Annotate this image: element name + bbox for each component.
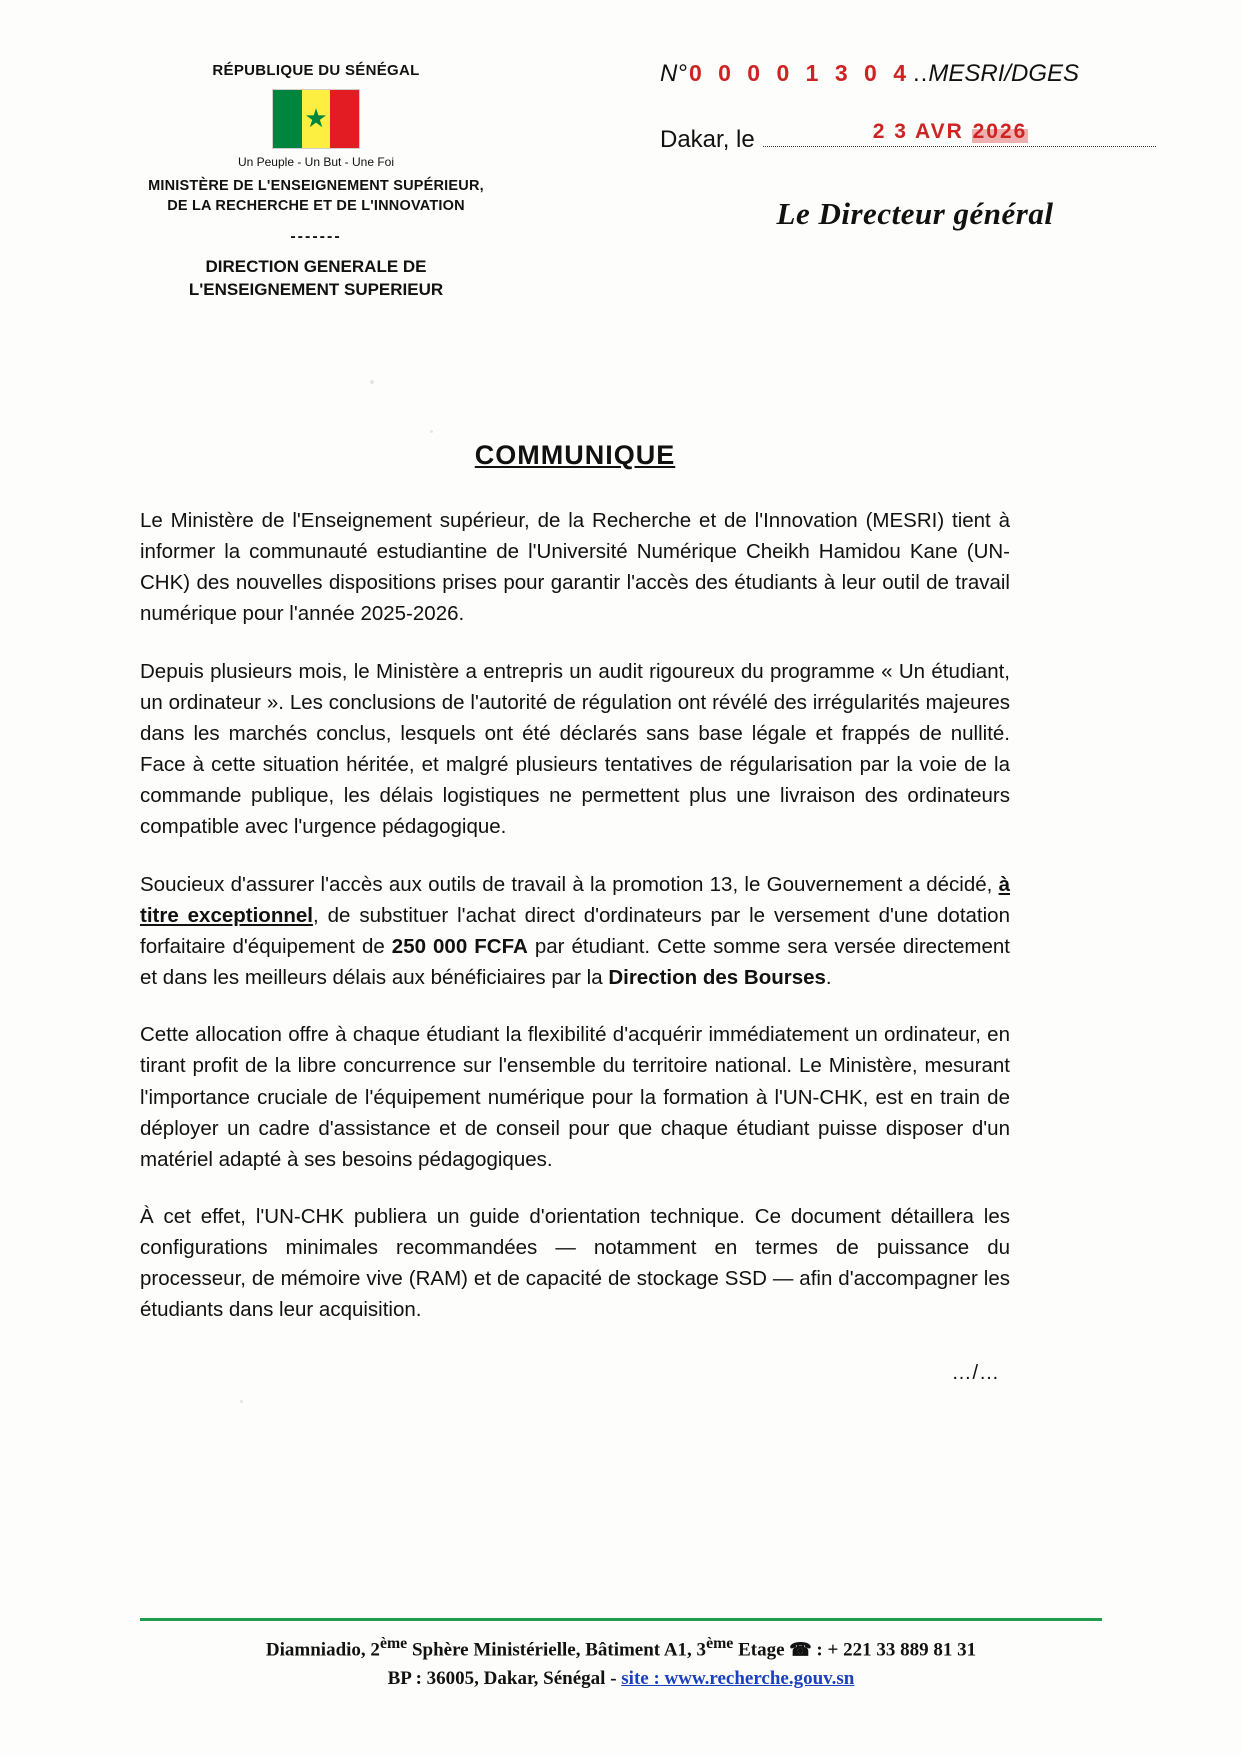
paragraph-3 <box>140 869 1010 994</box>
footer-divider <box>140 1618 1102 1621</box>
paragraph-3-entity: Direction des Bourses <box>608 966 826 990</box>
flag-band-green <box>273 90 302 148</box>
paragraph-3-emphasis: à titre exceptionnel <box>140 872 1010 927</box>
scan-speck <box>430 430 433 433</box>
footer-phone-number: : + 221 33 889 81 31 <box>811 1639 977 1661</box>
footer-address-part3: Etage <box>733 1639 790 1661</box>
footer-address-line <box>140 1632 1102 1665</box>
date-stamp-year: 2026 <box>972 120 1028 143</box>
signer-title: Le Directeur général <box>776 196 1054 231</box>
footer-address-part2: Sphère Ministérielle, Bâtiment A1, 3 <box>407 1639 707 1661</box>
footer-sup-2: ème <box>706 1635 734 1652</box>
ministry-name-line1: MINISTÈRE DE L'ENSEIGNEMENT SUPÉRIEUR, <box>148 178 484 194</box>
paragraph-3-part3: par étudiant. Cette somme sera versée directement et dans les meilleurs délais aux bénéficiaires par la <box>140 934 1010 990</box>
page-title: COMMUNIQUE <box>474 440 676 470</box>
letterhead-left <box>96 62 536 302</box>
paragraph-2: Depuis plusieurs mois, le Ministère a entrepris un audit rigoureux du programme « Un étudiant, un ordinateur ». Les conclusions de l'autorité de régulation ont révélé des irrégularités majeures dans les marchés conclus, lesquels ont été déclarés sans base légale et frappés de nullité. Face à cette situation héritée, et malgré plusieurs tentatives de régularisation par la voie de la commande publique, les délais logistiques ne permettent plus une livraison des ordinateurs compatible avec l'urgence pédagogique. <box>140 659 1010 839</box>
reference-line <box>660 60 1160 88</box>
footer <box>140 1632 1102 1693</box>
dateline-label: Dakar, le <box>660 126 755 153</box>
phone-icon: ☎ <box>789 1639 812 1660</box>
paragraph-3-part1: Soucieux d'assurer l'accès aux outils de travail à la promotion 13, le Gouvernement a décidé, <box>140 872 999 896</box>
reference-number: 0 0 0 0 1 3 0 4 <box>688 60 912 86</box>
flag-band-red <box>330 90 359 148</box>
date-stamp-month: AVR <box>914 120 964 143</box>
paragraph-3-part4: . <box>825 966 832 990</box>
header-separator: ------- <box>290 228 342 246</box>
direction-name-line1: DIRECTION GENERALE DE <box>205 257 427 277</box>
dateline-rule <box>763 120 1156 147</box>
reference-dots: .. <box>913 60 929 87</box>
date-stamp <box>873 120 1029 144</box>
continuation-marker: …/… <box>951 1361 1000 1384</box>
footer-website-link[interactable]: site : www.recherche.gouv.sn <box>621 1667 855 1689</box>
paragraph-3-part2: , de substituer l'achat direct d'ordinateurs par le versement d'une dotation forfaitaire d'équipement de <box>140 903 1010 958</box>
paragraph-4: Cette allocation offre à chaque étudiant la flexibilité d'acquérir immédiatement un ordinateur, en tirant profit de la libre concurrence sur l'ensemble du territoire national. Le Ministère, mesurant l'importance cruciale de l'équipement numérique pour la formation à l'UN-CHK, est en train de déployer un cadre d'assistance et de conseil pour que chaque étudiant puisse disposer d'un matériel adapté à ses besoins pédagogiques. <box>140 1023 1010 1171</box>
direction-name-line2: L'ENSEIGNEMENT SUPERIEUR <box>188 280 444 300</box>
paragraph-3-amount: 250 000 FCFA <box>391 934 528 958</box>
letterhead-right <box>660 60 1160 232</box>
reference-suffix: MESRI/DGES <box>928 60 1080 87</box>
ministry-name-line2: DE LA RECHERCHE ET DE L'INNOVATION <box>167 197 465 214</box>
paragraph-1: Le Ministère de l'Enseignement supérieur, de la Recherche et de l'Innovation (MESRI) tient à informer la communauté estudiantine de l'Université Numérique Cheikh Hamidou Kane (UN-CHK) des nouvelles dispositions prises pour garantir l'accès des étudiants à leur outil de travail numérique pour l'année 2025-2026. <box>140 509 1010 626</box>
scan-speck <box>370 380 374 384</box>
flag-star-icon: ★ <box>304 103 328 133</box>
paragraph-5: À cet effet, l'UN-CHK publiera un guide d'orientation technique. Ce document détaillera les configurations minimales recommandées — notamment en termes de puissance du processeur, de mémoire vive (RAM) et de capacité de stockage SSD — afin d'accompagner les étudiants dans leur acquisition. <box>140 1204 1010 1322</box>
flag-band-yellow <box>302 90 331 148</box>
national-motto: Un Peuple - Un But - Une Foi <box>237 155 395 169</box>
footer-postal: BP : 36005, Dakar, Sénégal - <box>387 1667 622 1689</box>
footer-sup-1: ème <box>379 1635 408 1652</box>
scan-speck <box>240 1400 243 1403</box>
footer-contact-line <box>140 1665 1102 1694</box>
reference-label: N° <box>660 60 687 87</box>
republic-title: RÉPUBLIQUE DU SÉNÉGAL <box>212 62 420 79</box>
date-stamp-day: 2 3 <box>872 120 908 143</box>
dateline <box>660 120 1160 154</box>
footer-address-part1: Diamniadio, 2 <box>265 1639 380 1661</box>
document-body <box>140 440 1010 1385</box>
senegal-flag-icon <box>272 89 360 149</box>
